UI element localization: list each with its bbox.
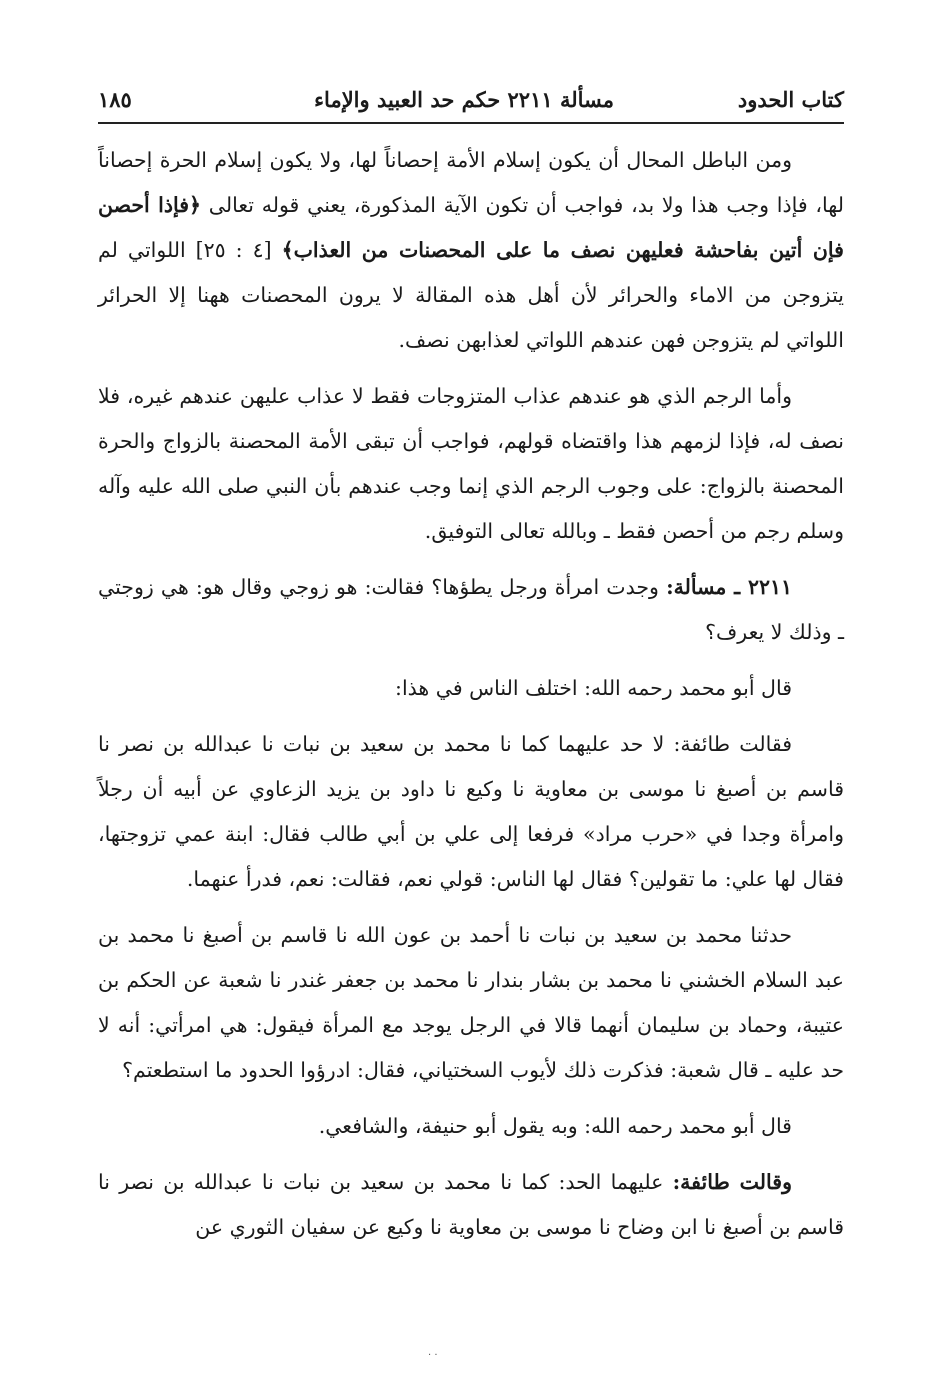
group-label: وقالت طائفة: bbox=[672, 1170, 792, 1194]
paragraph-4: قال أبو محمد رحمه الله: اختلف الناس في هذا: bbox=[395, 676, 792, 700]
issue-label: ٢٢١١ ـ مسألة: bbox=[666, 575, 792, 599]
paragraph-text: ومن الباطل المحال أن يكون إسلام الأمة إحصاناً لها، ولا يكون إسلام الحرة إحصاناً لها، فإذا وجب هذا ولا بد، فواجب أن تكون الآية المذكورة، يعني قوله تعالى bbox=[98, 148, 844, 217]
paragraph-7: قال أبو محمد رحمه الله: وبه يقول أبو حنيفة، والشافعي. bbox=[318, 1114, 792, 1138]
book-page bbox=[98, 78, 844, 1338]
book-title: كتاب الحدود bbox=[737, 87, 844, 112]
issue-title: مسألة ٢٢١١ حكم حد العبيد والإماء bbox=[314, 87, 614, 112]
page-body bbox=[98, 138, 844, 1250]
paragraph-text: عليهما الحد: كما نا محمد بن سعيد بن نبات نا عبدالله بن نصر نا قاسم بن أصبغ نا ابن وضاح نا موسى بن معاوية نا وكيع عن سفيان الثوري عن bbox=[98, 1170, 844, 1239]
quran-verse: ﴿فإذا أحصن فإن أتين بفاحشة فعليهن نصف ما على المحصنات من العذاب﴾ bbox=[98, 193, 844, 262]
paragraph-text: [٤ : ٢٥] اللواتي لم يتزوجن من الاماء والحرائر لأن أهل هذه المقالة لا يرون المحصنات ههنا إلا الحرائر اللواتي لم يتزوجن فهن عندهم اللواتي لعذابهن نصف. bbox=[98, 238, 844, 352]
paragraph-2: وأما الرجم الذي هو عندهم عذاب المتزوجات فقط لا عذاب عليهن عندهم غيره، فلا نصف له، فإذا لزمهم هذا واقتضاه قولهم، فواجب أن تبقى الأمة المحصنة بالزواج والحرة المحصنة بالزواج: على وجوب الرجم الذي إنما وجب عندهم بأن النبي صلى الله عليه وآله وسلم رجم من أحصن فقط ـ وبالله تعالى التوفيق. bbox=[98, 384, 844, 543]
issue-paragraph bbox=[98, 565, 844, 655]
running-header bbox=[98, 78, 844, 124]
paragraph-1 bbox=[98, 138, 844, 363]
paragraph-5: فقالت طائفة: لا حد عليهما كما نا محمد بن سعيد بن نبات نا عبدالله بن نصر نا قاسم بن أصبغ نا موسى بن معاوية نا وكيع نا داود بن يزيد الزعاوي عن أبيه أن رجلاً وامرأة وجدا في «حرب مراد» فرفعا إلى علي بن أبي طالب فقال: ابنة عمي تزوجتها، فقال لها علي: ما تقولين؟ فقال لها الناس: قولي نعم، فقالت: نعم، فدرأ عنهما. bbox=[98, 732, 844, 891]
page-number: ١٨٥ bbox=[98, 87, 132, 112]
paragraph-6: حدثنا محمد بن سعيد بن نبات نا أحمد بن عون الله نا قاسم بن أصبغ نا محمد بن عبد السلام الخشني نا محمد بن بشار بندار نا محمد بن جعفر غندر نا شعبة عن الحكم بن عتيبة، وحماد بن سليمان أنهما قالا في الرجل يوجد مع المرأة فيقول: هي امرأتي: أنه لا حد عليه ـ قال شعبة: فذكرت ذلك لأيوب السختياني، فقال: ادرؤوا الحدود ما استطعتم؟ bbox=[98, 923, 844, 1082]
footer-dots: · · bbox=[428, 1350, 438, 1361]
paragraph-8 bbox=[98, 1160, 844, 1250]
paragraph-text: وجدت امرأة ورجل يطؤها؟ فقالت: هو زوجي وقال هو: هي زوجتي ـ وذلك لا يعرف؟ bbox=[98, 575, 844, 644]
